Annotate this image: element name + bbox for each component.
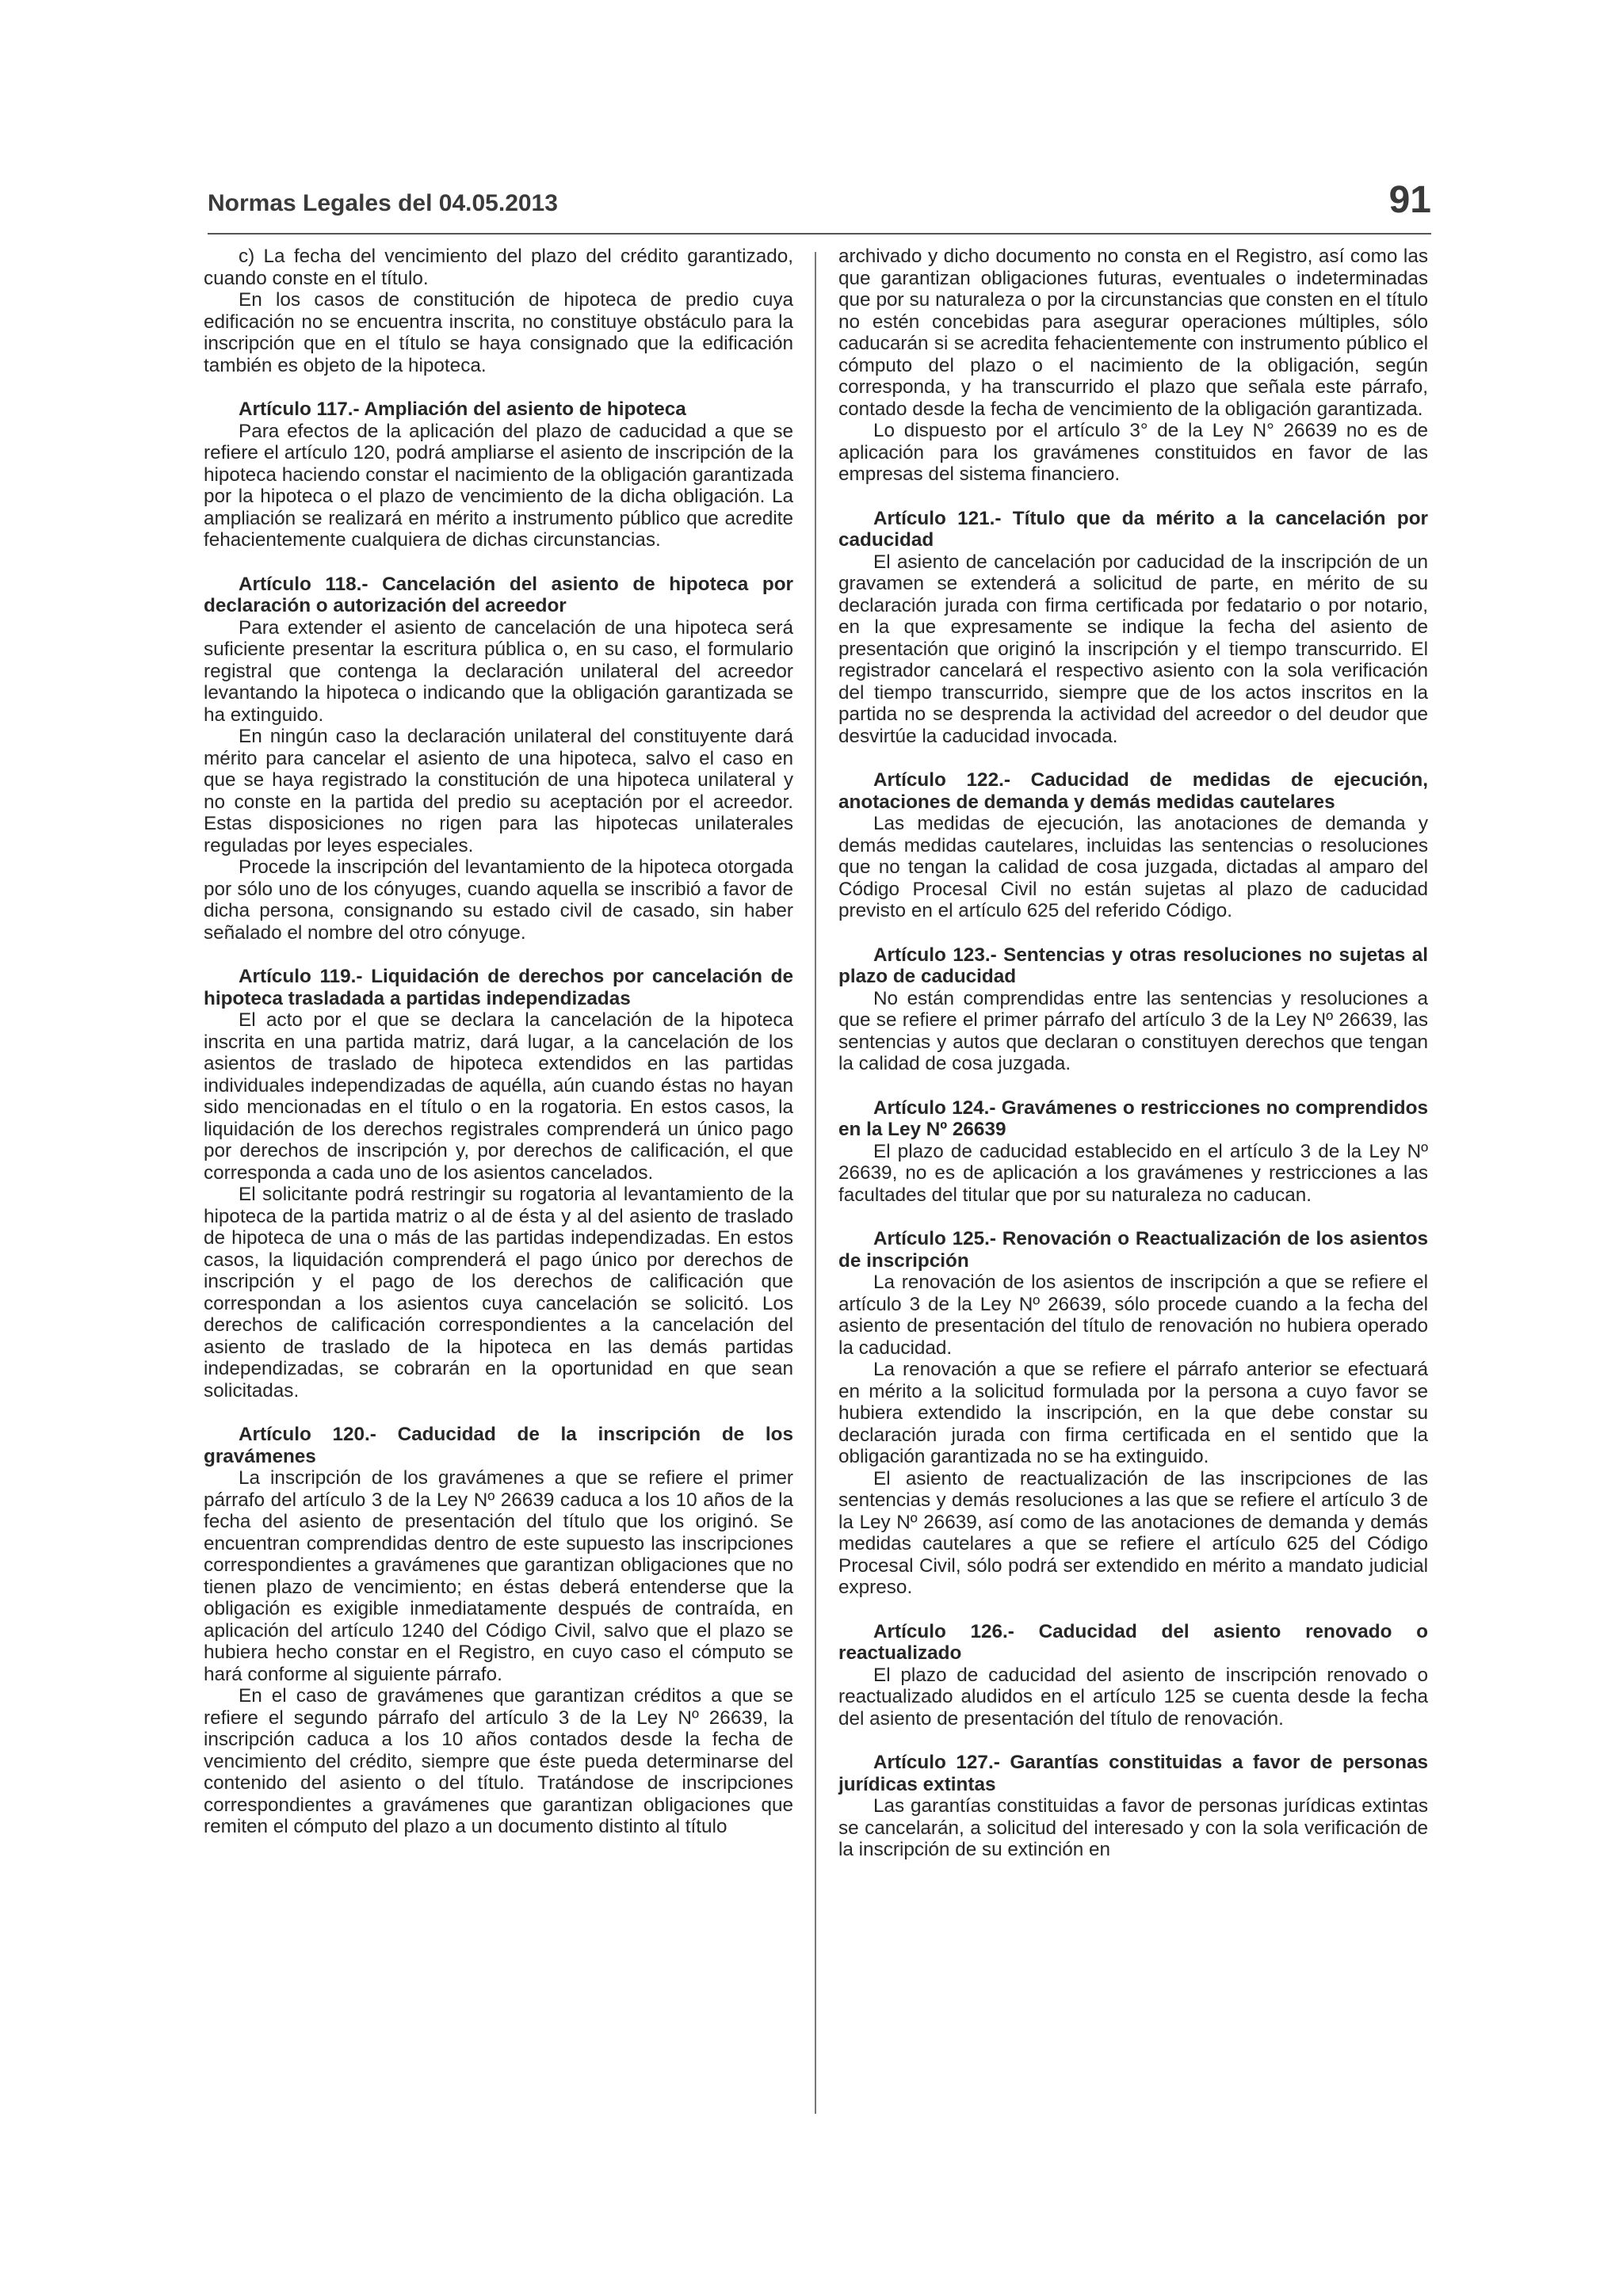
article-127-heading: Artículo 127.- Garantías constituidas a favor de personas jurídicas extintas <box>838 1752 1428 1795</box>
paragraph: Las medidas de ejecución, las anotaciones de demanda y demás medidas cautelares, incluidas las sentencias o resoluciones que no tengan la calidad de cosa juzgada, dictadas al amparo del Código Procesal Civil no están sujetas al plazo de caducidad previsto en el artículo 625 del referido Código. <box>838 813 1428 921</box>
paragraph: c) La fecha del vencimiento del plazo del crédito garantizado, cuando conste en el título. <box>204 246 793 289</box>
paragraph: La renovación a que se refiere el párrafo anterior se efectuará en mérito a la solicitud formulada por la persona a cuyo favor se hubiera extendido la inscripción, en la que debe constar su declaración jurada con firma certificada en el sentido que la obligación garantizada no se ha extinguido. <box>838 1359 1428 1467</box>
paragraph: La inscripción de los gravámenes a que se refiere el primer párrafo del artículo 3 de la Ley Nº 26639 caduca a los 10 años de la fecha del asiento de presentación del título que los originó. Se encuentran comprendidas dentro de este supuesto las inscripciones correspondientes a gravámenes que garantizan obligaciones que no tienen plazo de vencimiento; en éstas deberá entenderse que la obligación es exigible inmediatamente después de contraída, en aplicación del artículo 1240 del Código Civil, salvo que el plazo se hubiera hecho constar en el Registro, en cuyo caso el cómputo se hará conforme al siguiente párrafo. <box>204 1467 793 1685</box>
paragraph: No están comprendidas entre las sentencias y resoluciones a que se refiere el primer párrafo del artículo 3 de la Ley Nº 26639, las sentencias y autos que declaran o constituyen derechos que tengan la calidad de cosa juzgada. <box>838 987 1428 1074</box>
paragraph: El plazo de caducidad establecido en el artículo 3 de la Ley Nº 26639, no es de aplicación a los gravámenes y restricciones a las facultades del titular que por su naturaleza no caducan. <box>838 1140 1428 1206</box>
paragraph: En el caso de gravámenes que garantizan créditos a que se refiere el segundo párrafo del artículo 3 de la Ley Nº 26639, la inscripción caduca a los 10 años contados desde la fecha de vencimiento del crédito, siempre que éste pueda determinarse del contenido del asiento o del título. Tratándose de inscripciones correspondientes a gravámenes que garantizan obligaciones que remiten el cómputo del plazo a un documento distinto al título <box>204 1685 793 1837</box>
article-126-heading: Artículo 126.- Caducidad del asiento renovado o reactualizado <box>838 1620 1428 1664</box>
left-column <box>204 246 793 1838</box>
paragraph: La renovación de los asientos de inscripción a que se refiere el artículo 3 de la Ley Nº 26639, sólo procede cuando a la fecha del asiento de presentación del título de renovación no hubiera operado la caducidad. <box>838 1272 1428 1359</box>
paragraph: Las garantías constituidas a favor de personas jurídicas extintas se cancelarán, a solicitud del interesado y con la sola verificación de la inscripción de su extinción en <box>838 1795 1428 1860</box>
paragraph: El plazo de caducidad del asiento de inscripción renovado o reactualizado aludidos en el artículo 125 se cuenta desde la fecha del asiento de presentación del título de renovación. <box>838 1664 1428 1730</box>
paragraph: En los casos de constitución de hipoteca de predio cuya edificación no se encuentra inscrita, no constituye obstáculo para la inscripción que en el título se haya consignado que la edificación también es objeto de la hipoteca. <box>204 289 793 376</box>
article-117-heading: Artículo 117.- Ampliación del asiento de hipoteca <box>239 399 686 420</box>
article-125-heading: Artículo 125.- Renovación o Reactualización de los asientos de inscripción <box>838 1228 1428 1272</box>
page-number: 91 <box>1388 179 1431 221</box>
article-120-heading: Artículo 120.- Caducidad de la inscripción de los gravámenes <box>204 1424 793 1467</box>
column-divider <box>815 252 816 2114</box>
article-118-heading: Artículo 118.- Cancelación del asiento de hipoteca por declaración o autorización del acreedor <box>204 573 793 616</box>
publication-title: Normas Legales del 04.05.2013 <box>208 190 558 216</box>
paragraph: El asiento de reactualización de las inscripciones de las sentencias y demás resoluciones a las que se refiere el artículo 3 de la Ley Nº 26639, así como de las anotaciones de demanda y demás medidas cautelares a que se refiere el artículo 625 del Código Procesal Civil, sólo podrá ser extendido en mérito a mandato judicial expreso. <box>838 1467 1428 1598</box>
article-122-heading: Artículo 122.- Caducidad de medidas de ejecución, anotaciones de demanda y demás medidas cautelares <box>838 769 1428 813</box>
paragraph: En ningún caso la declaración unilateral del constituyente dará mérito para cancelar el asiento de una hipoteca, salvo el caso en que se haya registrado la constitución de una hipoteca unilateral y no conste en la partida del predio su aceptación por el acreedor. Estas disposiciones no rigen para las hipotecas unilaterales reguladas por leyes especiales. <box>204 726 793 856</box>
header-divider <box>208 233 1431 235</box>
right-column <box>838 246 1428 1861</box>
paragraph: Procede la inscripción del levantamiento de la hipoteca otorgada por sólo uno de los cónyuges, cuando aquella se inscribió a favor de dicha persona, consignando su estado civil de casado, sin haber señalado el nombre del otro cónyuge. <box>204 856 793 944</box>
paragraph: Para efectos de la aplicación del plazo de caducidad a que se refiere el artículo 120, podrá ampliarse el asiento de inscripción de la hipoteca haciendo constar el nacimiento de la obligación garantizada por la hipoteca o el plazo de vencimiento de la dicha obligación. La ampliación se realizará en mérito a instrumento público que acredite fehacientemente cualquiera de dichas circunstancias. <box>204 420 793 551</box>
article-119-heading: Artículo 119.- Liquidación de derechos por cancelación de hipoteca trasladada a partidas independizadas <box>204 966 793 1009</box>
paragraph-continuation: archivado y dicho documento no consta en el Registro, así como las que garantizan obligaciones futuras, eventuales o indeterminadas que por su naturaleza o por la circunstancias que consten en el título no estén concebidas para asegurar operaciones múltiples, sólo caducarán si se acredita fehacientemente con instrumento público el cómputo del plazo o el nacimiento de la obligación, según corresponda, y ha transcurrido el plazo que señala este párrafo, contado desde la fecha de vencimiento de la obligación garantizada. <box>838 246 1428 420</box>
article-123-heading: Artículo 123.- Sentencias y otras resoluciones no sujetas al plazo de caducidad <box>838 944 1428 987</box>
article-121-heading: Artículo 121.- Título que da mérito a la cancelación por caducidad <box>838 507 1428 551</box>
page-header <box>208 176 1431 231</box>
paragraph: Para extender el asiento de cancelación de una hipoteca será suficiente presentar la escritura pública o, en su caso, el formulario registral que contenga la declaración unilateral del acreedor levantando la hipoteca o indicando que la obligación garantizada se ha extinguido. <box>204 616 793 726</box>
paragraph: El asiento de cancelación por caducidad de la inscripción de un gravamen se extenderá a solicitud de parte, en mérito de su declaración jurada con firma certificada por fedatario o por notario, en la que expresamente se indique la fecha del asiento de presentación que originó la inscripción y el tiempo transcurrido. El registrador cancelará el respectivo asiento con la sola verificación del tiempo transcurrido, siempre que de los actos inscritos en la partida no se desprenda la actividad del acreedor o del deudor que desvirtúe la caducidad invocada. <box>838 551 1428 747</box>
paragraph: El solicitante podrá restringir su rogatoria al levantamiento de la hipoteca de la partida matriz o al de ésta y al del asiento de traslado de hipoteca de una o más de las partidas independizadas. En estos casos, la liquidación comprenderá el pago único por derechos de inscripción y el pago de los derechos de calificación que correspondan a los asientos cuya cancelación se solicitó. Los derechos de calificación correspondientes a la cancelación del asiento de traslado de la hipoteca en las demás partidas independizadas, se cobrarán en la oportunidad en que sean solicitadas. <box>204 1184 793 1402</box>
paragraph: Lo dispuesto por el artículo 3° de la Ley N° 26639 no es de aplicación para los gravámenes constituidos en favor de las empresas del sistema financiero. <box>838 420 1428 485</box>
paragraph: El acto por el que se declara la cancelación de la hipoteca inscrita en una partida matriz, dará lugar, a la cancelación de los asientos de traslado de hipoteca extendidos en las partidas individuales independizadas de aquélla, aún cuando éstas no hayan sido mencionadas en el título o en la rogatoria. En estos casos, la liquidación de los derechos registrales comprenderá un único pago por derechos de inscripción y, por derechos de calificación, el que corresponda a cada uno de los asientos cancelados. <box>204 1009 793 1184</box>
article-124-heading: Artículo 124.- Gravámenes o restricciones no comprendidos en la Ley Nº 26639 <box>838 1097 1428 1140</box>
